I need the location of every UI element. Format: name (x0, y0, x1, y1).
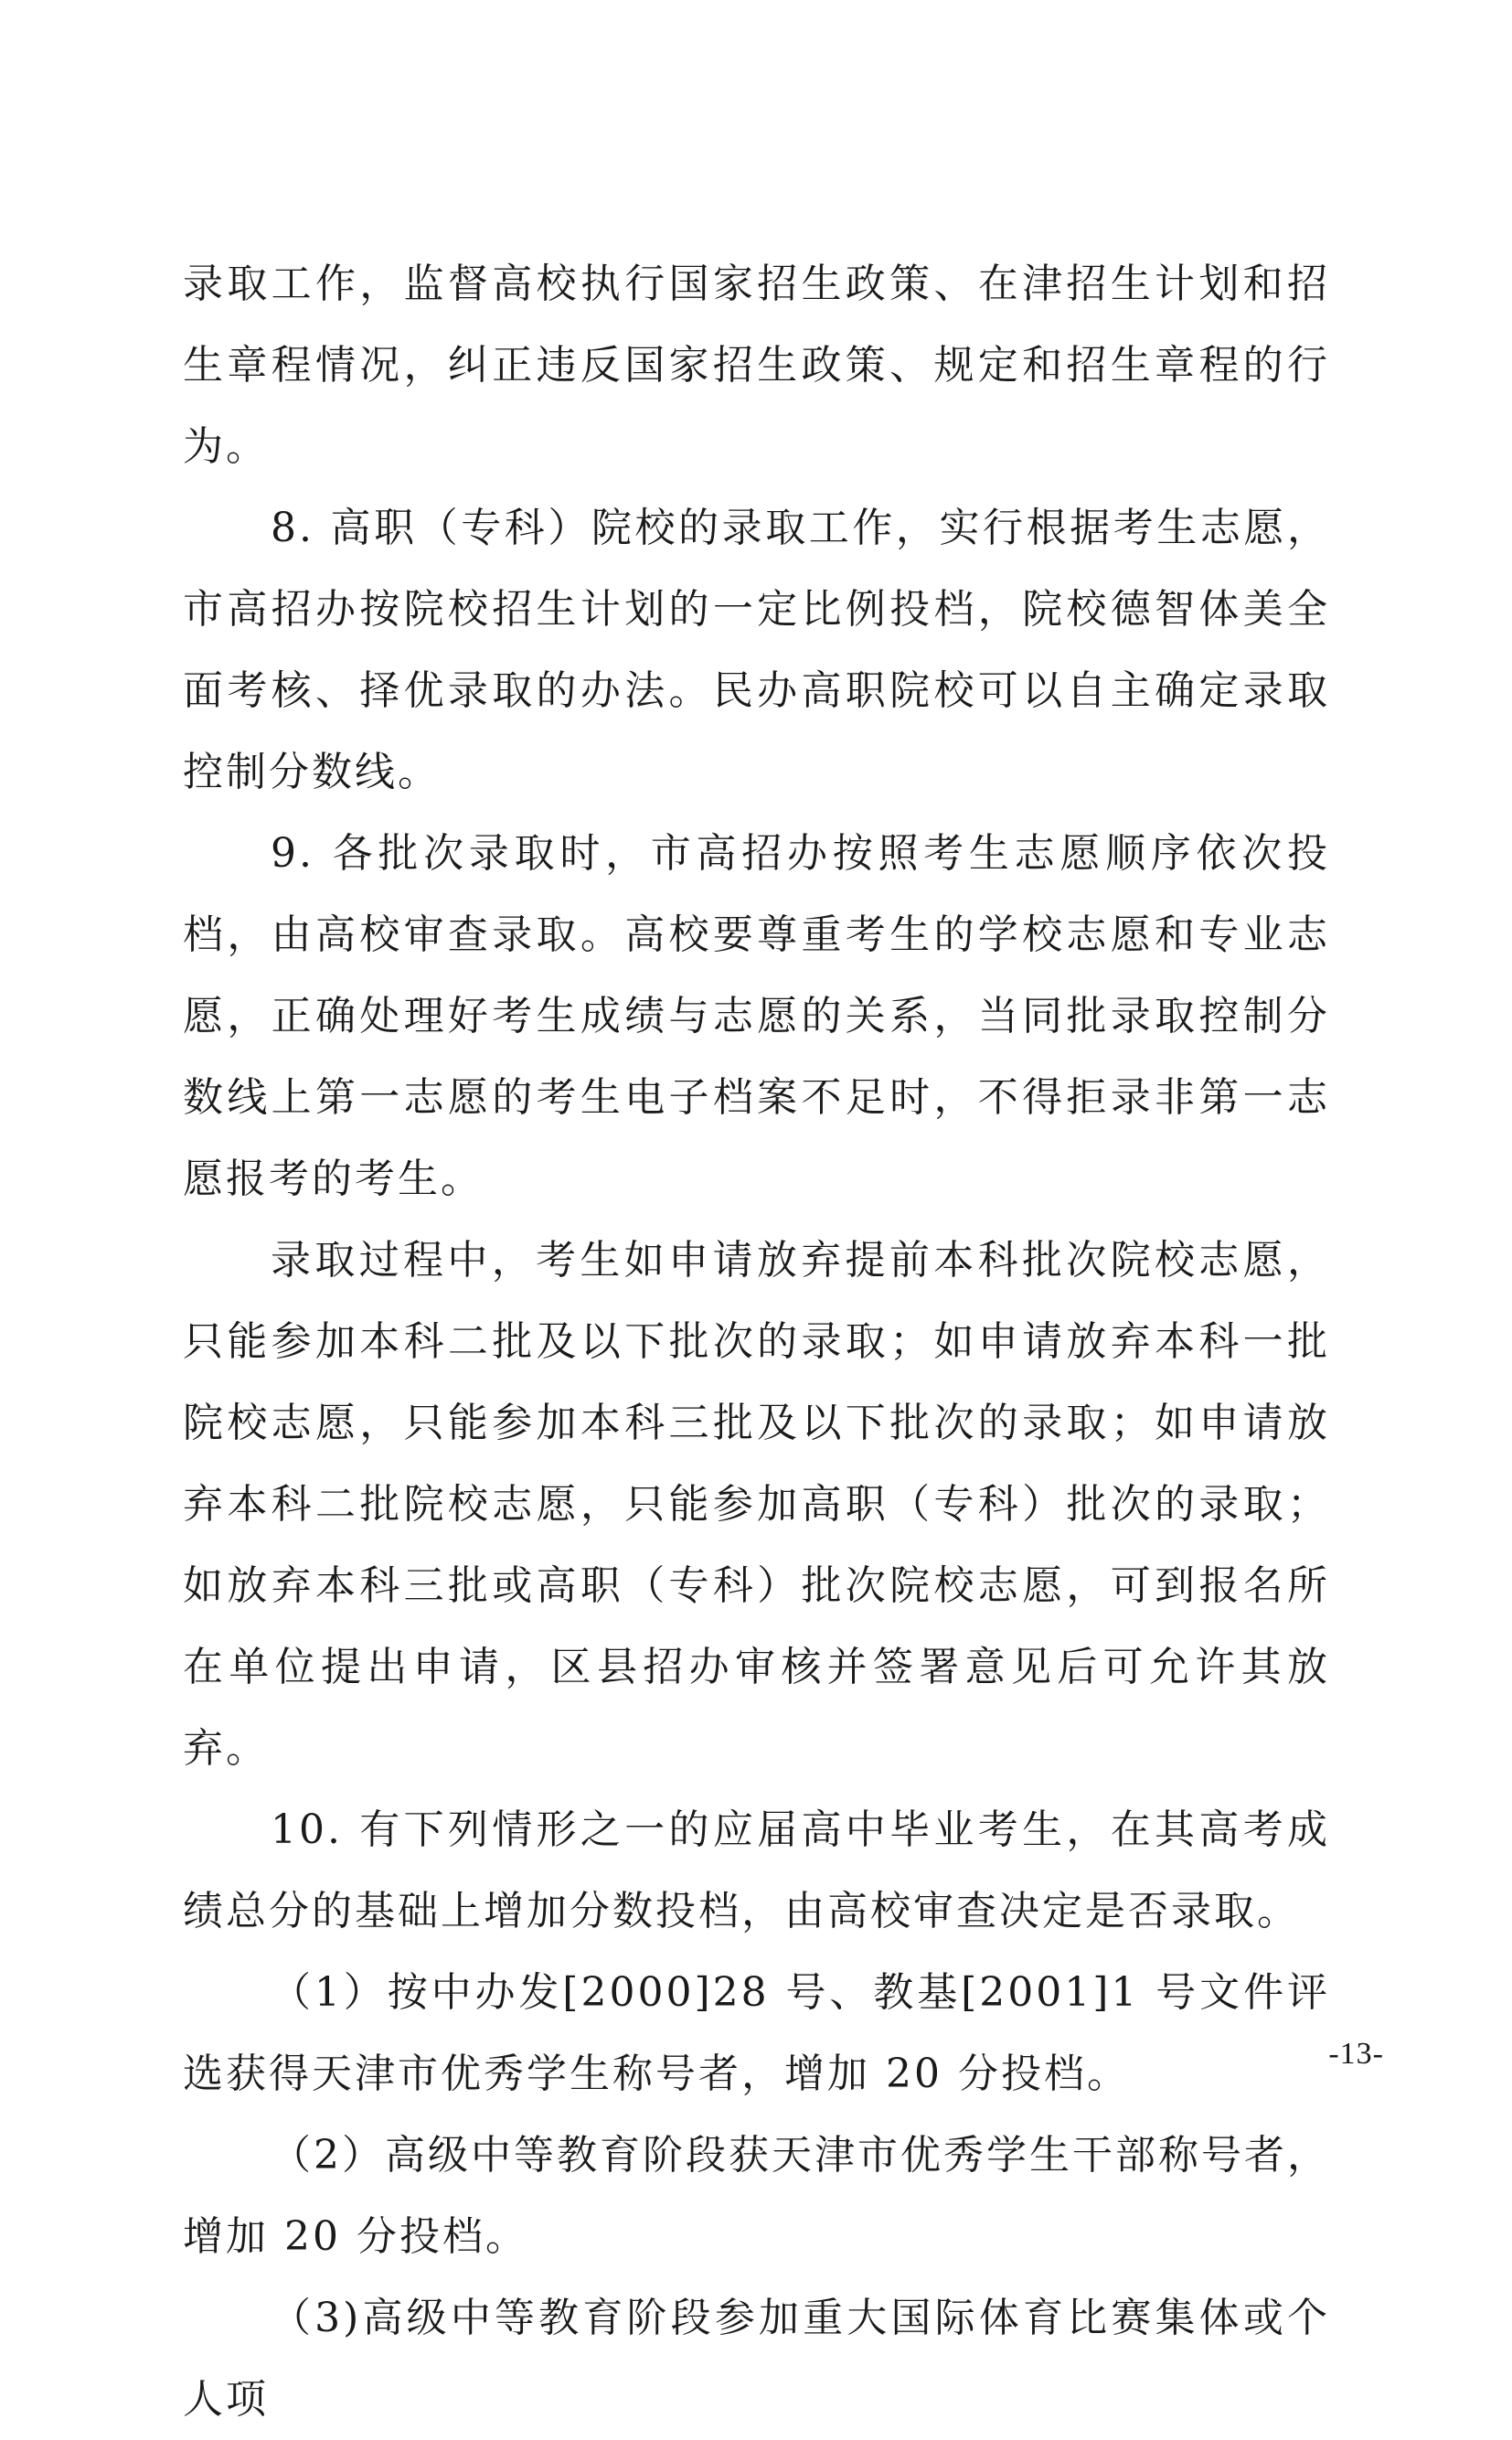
paragraph-subitem-1: （1）按中办发[2000]28 号、教基[2001]1 号文件评选获得天津市优秀学生称号者，增加 20 分投档。 (183, 1969, 1330, 2097)
paragraph-continuation: 录取工作，监督高校执行国家招生政策、在津招生计划和招生章程情况，纠正违反国家招生政策、规定和招生章程的行为。 (183, 261, 1330, 470)
paragraph-item-10: 10. 有下列情形之一的应届高中毕业考生，在其高考成绩总分的基础上增加分数投档，由高校审查决定是否录取。 (183, 1806, 1330, 1934)
paragraph-subitem-2: （2）高级中等教育阶段获天津市优秀学生干部称号者，增加 20 分投档。 (183, 2132, 1330, 2260)
paragraph-item-9: 9. 各批次录取时，市高招办按照考生志愿顺序依次投档，由高校审查录取。高校要尊重考生的学校志愿和专业志愿，正确处理好考生成绩与志愿的关系，当同批录取控制分数线上第一志愿的考生电子档案不足时，不得拒录非第一志愿报考的考生。 (183, 830, 1330, 1202)
paragraph-subitem-3: （3)高级中等教育阶段参加重大国际体育比赛集体或个人项 (183, 2295, 1330, 2423)
page-number: -13- (1328, 2037, 1384, 2071)
paragraph-admission-process: 录取过程中，考生如申请放弃提前本科批次院校志愿，只能参加本科二批及以下批次的录取；如申请放弃本科一批院校志愿，只能参加本科三批及以下批次的录取；如申请放弃本科二批院校志愿，只能参加高职（专科）批次的录取；如放弃本科三批或高职（专科）批次院校志愿，可到报名所在单位提出申请，区县招办审核并签署意见后可允许其放弃。 (183, 1237, 1330, 1772)
document-body (183, 243, 1330, 2440)
paragraph-item-8: 8. 高职（专科）院校的录取工作，实行根据考生志愿，市高招办按院校招生计划的一定比例投档，院校德智体美全面考核、择优录取的办法。民办高职院校可以自主确定录取控制分数线。 (183, 505, 1330, 795)
